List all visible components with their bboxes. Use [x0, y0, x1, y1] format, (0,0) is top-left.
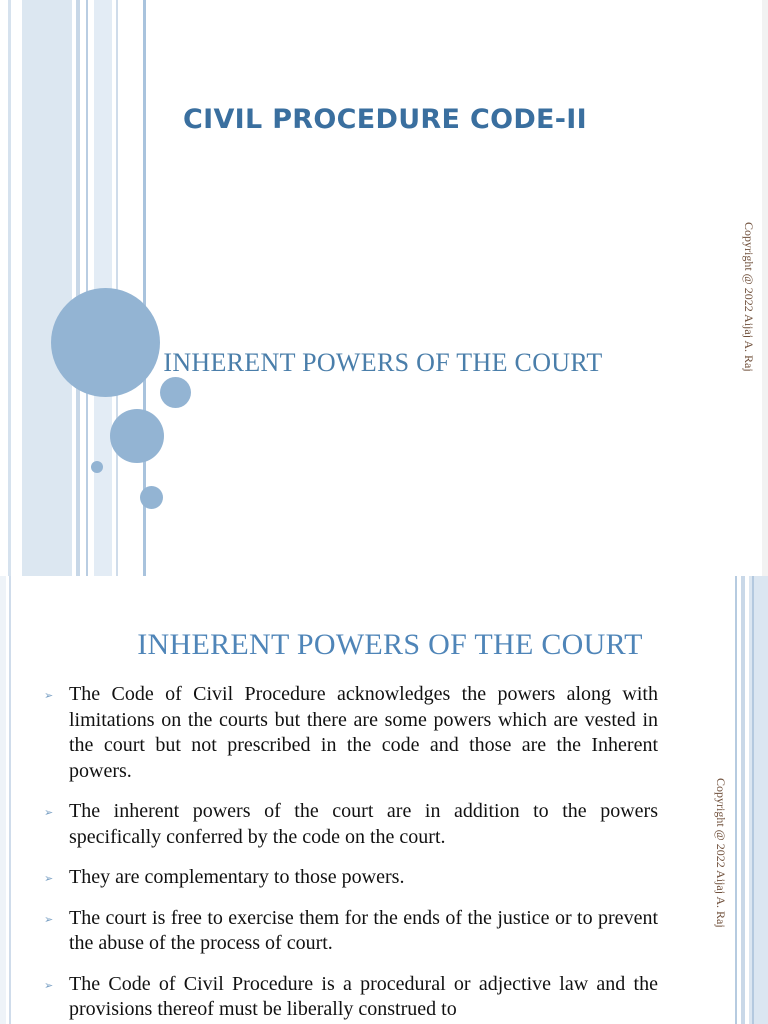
content-slide [0, 576, 768, 1024]
list-item: ➢ The inherent powers of the court are in addition to the powers specifically conferred by the code on the court. [44, 800, 658, 848]
slide-subtitle: INHERENT POWERS OF THE COURT [163, 348, 603, 377]
list-item: ➢ The court is free to exercise them for the ends of the justice or to prevent the abuse of the process of court. [44, 906, 658, 954]
slide-title: CIVIL PROCEDURE CODE-II [183, 104, 587, 135]
bullet-list [44, 682, 658, 1024]
list-item: ➢ The Code of Civil Procedure is a procedural or adjective law and the provisions thereof must be liberally construed to [44, 972, 658, 1020]
list-item: ➢ They are complementary to those powers. [44, 865, 658, 891]
arrowhead-bullet-icon: ➢ [44, 807, 54, 819]
decorative-circle-large [51, 288, 160, 397]
decorative-circle-medium [110, 409, 164, 463]
copyright-text: Copyright @ 2022 Aijaj A. Raj [742, 222, 756, 372]
slide-title: INHERENT POWERS OF THE COURT [137, 628, 643, 661]
decorative-circle-small-2 [140, 486, 163, 509]
arrowhead-bullet-icon: ➢ [44, 873, 54, 885]
arrowhead-bullet-icon: ➢ [44, 979, 54, 992]
list-item: ➢ The Code of Civil Procedure acknowledges the powers along with limitations on the courts but there are some powers which are vested in the court but not prescribed in the code and those are the Inherent powers. [44, 683, 658, 782]
right-edge-stripe [762, 0, 768, 576]
copyright-text: Copyright @ 2022 Aijaj A. Raj [714, 778, 728, 928]
arrowhead-bullet-icon: ➢ [44, 690, 54, 702]
decorative-circle-tiny [91, 461, 103, 473]
decorative-circle-small [160, 377, 191, 408]
arrowhead-bullet-icon: ➢ [44, 913, 54, 926]
